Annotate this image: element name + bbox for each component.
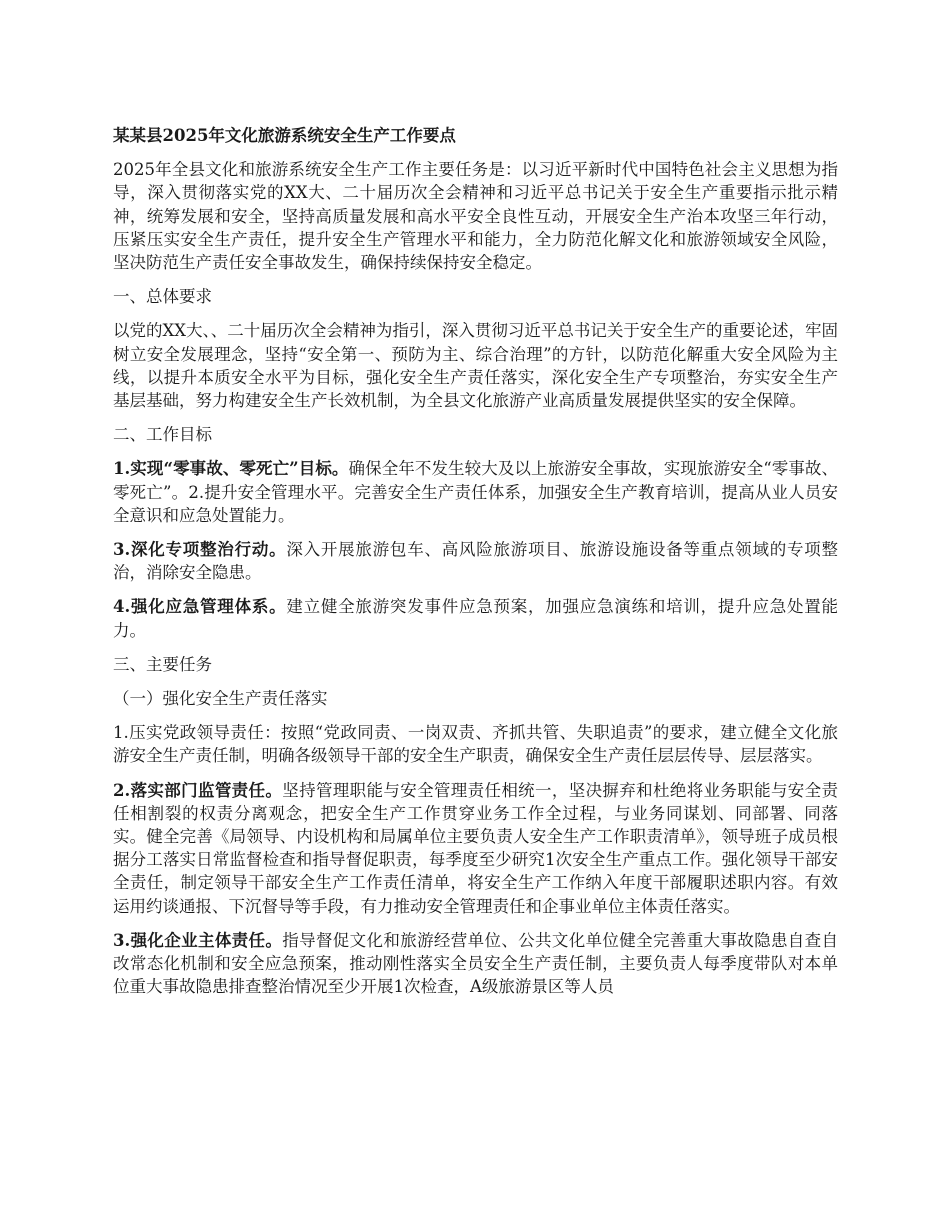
goal-3-lead: 3.深化专项整治行动。 [113,540,287,560]
task-2-text: 坚持管理职能与安全管理责任相统一，坚决摒弃和杜绝将业务职能与安全责任相割裂的权责分离观念，把安全生产工作贯穿业务工作全过程，与业务同谋划、同部署、同落实。健全完善《局领导、内设机构和局属单位主要负责人安全生产工作职责清单》，领导班子成员根据分工落实日常监督检查和指导督促职责，每季度至少研究1次安全生产重点工作。强化领导干部安全责任，制定领导干部安全生产工作责任清单，将安全生产工作纳入年度干部履职述职内容。有效运用约谈通报、下沉督导等手段，有力推动安全管理责任和企事业单位主体责任落实。 [113,780,838,916]
goal-3-text: 深入开展旅游包车、高风险旅游项目、旅游设施设备等重点领域的专项整治，消除安全隐患。 [113,540,838,583]
goal-paragraph-1 [113,457,838,527]
document-title: 某某县2025年文化旅游系统安全生产工作要点 [113,126,456,145]
goal-1-text: 确保全年不发生较大及以上旅游安全事故，实现旅游安全“零事故、零死亡”。2.提升安全管理水平。完善安全生产责任体系，加强安全生产教育培训，提高从业人员安全意识和应急处置能力。 [113,459,838,525]
section-heading-work-goals: 二、工作目标 [113,425,212,445]
task-3-lead: 3.强化企业主体责任。 [113,930,283,950]
goal-paragraph-3 [113,538,838,584]
task-paragraph-1: 1.压实党政领导责任：按照“党政同责、一岗双责、齐抓共管、失职追责”的要求，建立健全文化旅游安全生产责任制，明确各级领导干部的安全生产职责，确保安全生产责任层层传导、层层落实。 [113,723,838,766]
goal-4-lead: 4.强化应急管理体系。 [113,597,287,617]
subsection-heading-responsibility: （一）强化安全生产责任落实 [113,689,328,709]
goal-1-lead: 1.实现“零事故、零死亡”目标。 [113,459,349,479]
section-heading-main-tasks: 三、主要任务 [113,654,212,674]
task-3-text: 指导督促文化和旅游经营单位、公共文化单位健全完善重大事故隐患自查自改常态化机制和安全应急预案，推动刚性落实全员安全生产责任制，主要负责人每季度带队对本单位重大事故隐患排查整治情况至少开展1次检查，A级旅游景区等人员 [113,930,838,997]
overall-requirements-paragraph: 以党的XX大、、二十届历次全会精神为指引，深入贯彻习近平总书记关于安全生产的重要论述，牢固树立安全发展理念，坚持“安全第一、预防为主、综合治理”的方针，以防范化解重大安全风险为主线，以提升本质安全水平为目标，强化安全生产责任落实，深化安全生产专项整治，夯实安全生产基层基础，努力构建安全生产长效机制，为全县文化旅游产业高质量发展提供坚实的安全保障。 [113,321,838,411]
task-paragraph-2 [113,779,838,918]
goal-4-text: 建立健全旅游突发事件应急预案，加强应急演练和培训，提升应急处置能力。 [113,597,838,640]
task-paragraph-3 [113,929,838,999]
goal-paragraph-4 [113,595,838,641]
intro-paragraph: 2025年全县文化和旅游系统安全生产工作主要任务是：以习近平新时代中国特色社会主义思想为指导，深入贯彻落实党的XX大、二十届历次全会精神和习近平总书记关于安全生产重要指示批示精神，统筹发展和安全，坚持高质量发展和高水平安全良性互动，开展安全生产治本攻坚三年行动，压紧压实安全生产责任，提升安全生产管理水平和能力，全力防范化解文化和旅游领域安全风险，坚决防范生产责任安全事故发生，确保持续保持安全稳定。 [113,160,838,273]
task-2-lead: 2.落实部门监管责任。 [113,780,283,800]
section-heading-overall-requirements: 一、总体要求 [113,287,212,307]
